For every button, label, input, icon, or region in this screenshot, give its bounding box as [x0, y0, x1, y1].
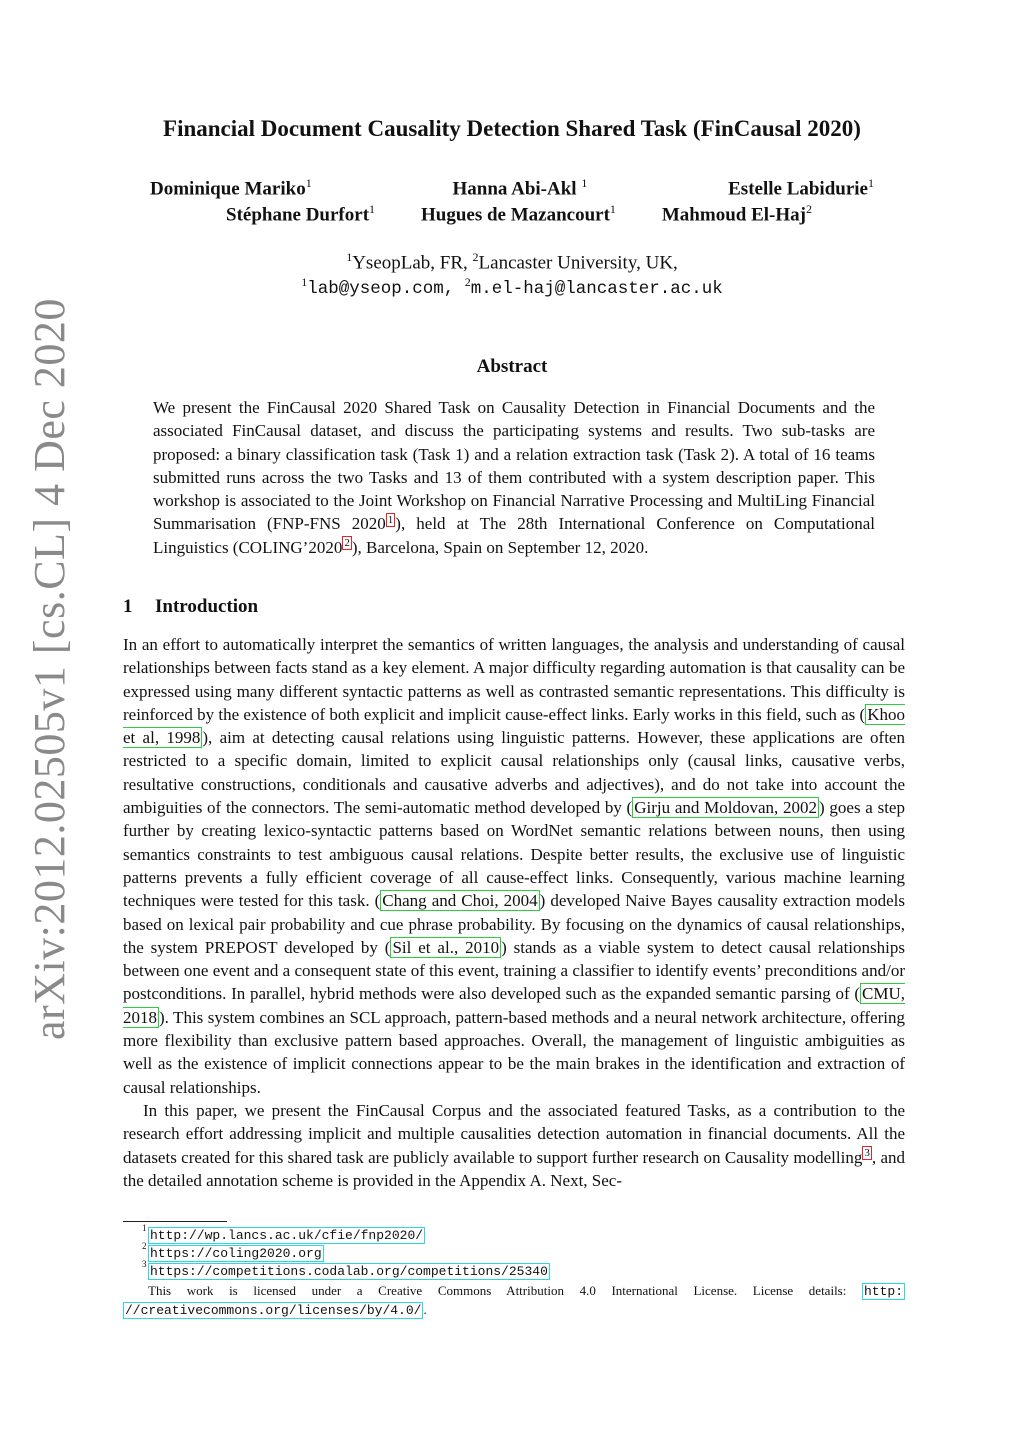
footnotes	[123, 1223, 905, 1280]
paper-title: Financial Document Causality Detection Shared Task (FinCausal 2020)	[163, 116, 861, 141]
license-note: This work is licensed under a Creative Commons Attribution 4.0 International License. License details: http: //creativecommons.org/licenses/by/4.0/ .	[125, 1283, 903, 1318]
author-name: Estelle Labidurie$^1$	[728, 176, 874, 200]
affiliations: $^1$YseopLab, FR, $^2$Lancaster University, UK,	[346, 250, 678, 274]
footnote-link[interactable]: 1	[387, 513, 394, 526]
citation-link[interactable]: Sil et al., 2010	[392, 937, 500, 957]
introduction-body	[123, 633, 905, 1192]
citation-link[interactable]: Girju and Moldovan, 2002	[634, 798, 817, 818]
footnote: 2 https://coling2020.org	[142, 1241, 322, 1261]
footnote-url-link[interactable]: http://wp.lancs.ac.uk/cfie/fnp2020/	[150, 1228, 424, 1243]
arxiv-identifier: arXiv:2012.02505v1 [cs.CL] 4 Dec 2020	[25, 298, 74, 1040]
author-name: Hugues de Mazancourt$^1$	[420, 202, 616, 226]
citation-link[interactable]: Chang and Choi, 2004	[382, 891, 538, 911]
abstract-text: We present the FinCausal 2020 Shared Task on Causality Detection in Financial Documents and the associated FinCausal dataset, and discuss the participating systems and results. Two sub-tasks are proposed: a binary classification task (Task 1) and a relation extraction task (Task 2). A total of 16 teams submitted runs across the two Tasks and 13 of them contributed with a system description paper. This workshop is associated to the Joint Workshop on Financial Narrative Processing and MultiLing Financial Summarisation (FNP-FNS 2020 $^1$ ), held at The 28th International Conference on Computational Linguistics (COLING’2020 $^2$ ), Barcelona, Spain on September 12, 2020.	[153, 398, 875, 557]
footnote-divider	[123, 1221, 227, 1222]
email-link[interactable]: m.el-haj@lancaster.ac.uk	[470, 278, 723, 299]
footnote: 1 http://wp.lancs.ac.uk/cfie/fnp2020/	[142, 1223, 424, 1243]
author-row	[150, 176, 874, 202]
license-url-link[interactable]: http:	[863, 1284, 903, 1299]
author-block	[150, 176, 874, 228]
footnote-link[interactable]: 3	[864, 1146, 870, 1159]
author-row	[150, 202, 874, 228]
footnote-url-link[interactable]: https://coling2020.org	[150, 1246, 322, 1261]
citation-link[interactable]: CMU, 2018	[123, 984, 905, 1027]
author-name: Hanna Abi-Akl $^1$	[452, 176, 588, 200]
footnote: 3 https://competitions.codalab.org/competitions/25340	[142, 1259, 548, 1279]
email-link[interactable]: lab@yseop.com,	[307, 278, 465, 299]
footnote-url-link[interactable]: https://competitions.codalab.org/competitions/25340	[150, 1264, 548, 1279]
paragraph: In an effort to automatically interpret the semantics of written languages, the analysis and understanding of causal relationships between facts stand as a key element. A major difficulty regarding automation is that causality can be expressed using many different syntactic patterns as well as contrasted semantic representations. This difficulty is reinforced by the existence of both explicit and implicit cause-effect links. Early works in this field, such as ( Khoo et al, 1998 ), aim at detecting causal relations using linguistic patterns. However, these applications are often restricted to a specific domain, limited to explicit causal relationships only (causal links, causative verbs, resultative constructions, conditionals and causative adverbs and adjectives), and do not take into account the ambiguities of the connectors. The semi-automatic method developed by ( Girju and Moldovan, 2002 ) goes a step further by creating lexico-syntactic patterns based on WordNet semantic relations between nouns, then using semantics constraints to test ambiguous causal relations. Despite better results, the exclusive use of linguistic patterns prevents a fully efficient coverage of all cause-effect links. Consequently, various machine learning techniques were tested for this task. ( Chang and Choi, 2004 ) developed Naive Bayes causality extraction models based on lexical pair probability and cue phrase probability. By focusing on the dynamics of causal relationships, the system PREPOST developed by ( Sil et al., 2010 ) stands as a viable system to detect causal relationships between one event and a consequent state of this event, training a classifier to identify events’ preconditions and/or postconditions. In parallel, hybrid methods were also developed such as the expanded semantic parsing of ( CMU, 2018 ). This system combines an SCL approach, pattern-based methods and a neural network architecture, offering more flexibility than exclusive pattern based approaches. Overall, the management of linguistic ambiguities as well as the existence of implicit connections appear to be the main brakes in the identification and extraction of causal relationships.	[123, 635, 906, 1097]
author-name: Dominique Mariko$^1$	[150, 176, 312, 200]
section-heading: 1 Introduction	[123, 596, 259, 617]
author-name: Mahmoud El-Haj$^2$	[661, 202, 812, 226]
paragraph: In this paper, we present the FinCausal Corpus and the associated featured Tasks, as a contribution to the research effort addressing implicit and multiple causalities detection automation in financial documents. All the datasets created for this shared task are publicly available to support further research on Causality modelling $^3$ , and the detailed annotation scheme is provided in the Appendix A. Next, Sec-	[123, 1100, 905, 1190]
abstract-heading: Abstract	[476, 356, 548, 377]
license-url-link[interactable]: //creativecommons.org/licenses/by/4.0/	[125, 1303, 422, 1318]
citation-link[interactable]: Khoo et al, 1998	[123, 704, 905, 748]
contact-emails: $^1$lab@yseop.com, $^2$m.el-haj@lancaster.ac.uk	[301, 275, 723, 299]
author-name: Stéphane Durfort$^1$	[226, 202, 376, 226]
footnote-link[interactable]: 2	[344, 537, 350, 550]
